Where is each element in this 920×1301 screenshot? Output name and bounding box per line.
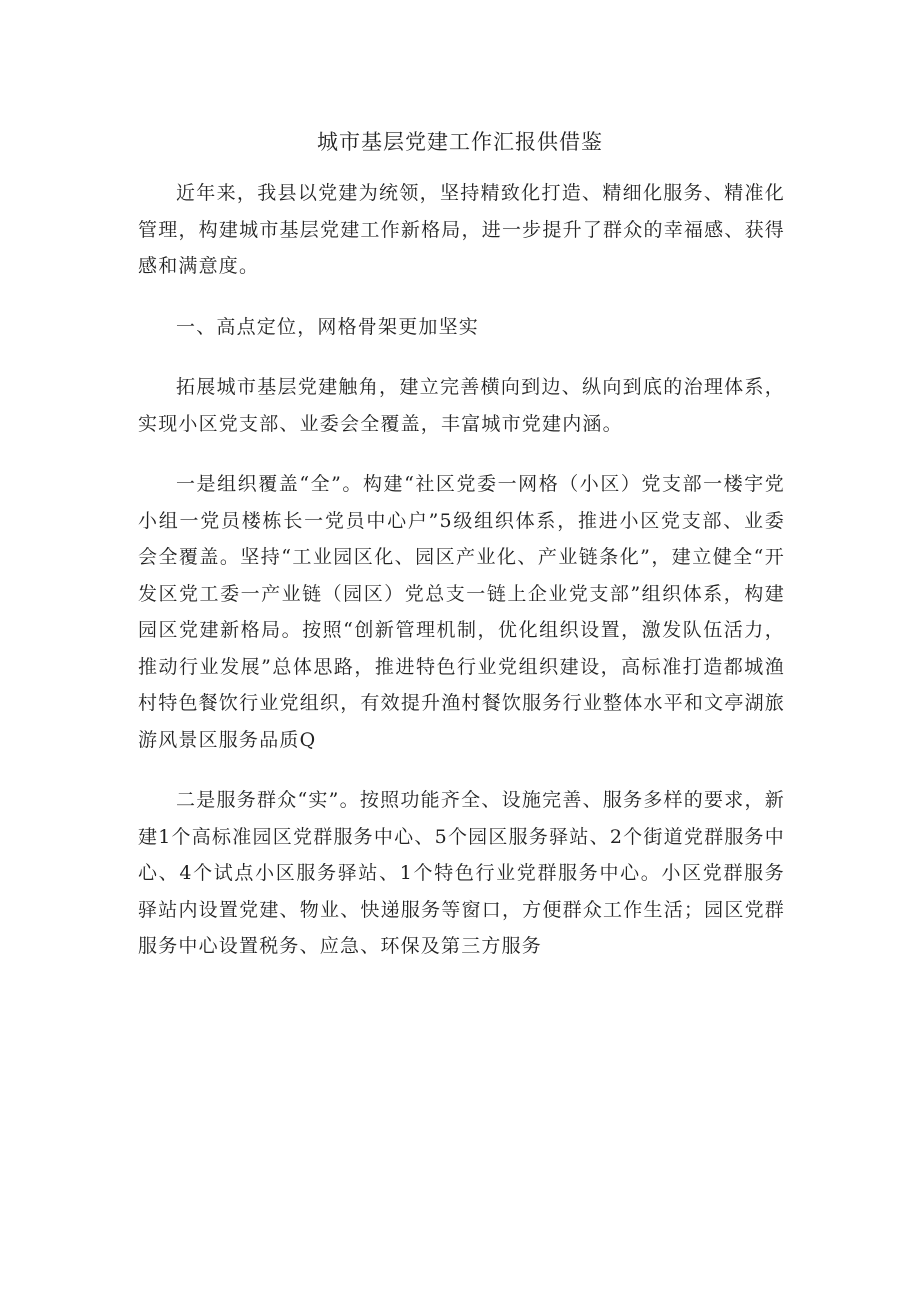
service-masses-paragraph: 二是服务群众“实”。按照功能齐全、设施完善、服务多样的要求，新建1个高标准园区党群服务中心、5个园区服务驿站、2个街道党群服务中心、4个试点小区服务驿站、1个特色行业党群服务中心。小区党群服务驿站内设置党建、物业、快递服务等窗口，方便群众工作生活；园区党群服务中心设置税务、应急、环保及第三方服务	[138, 789, 785, 957]
section-1-summary-paragraph: 拓展城市基层党建触角，建立完善横向到边、纵向到底的治理体系，实现小区党支部、业委会全覆盖，丰富城市党建内涵。	[138, 376, 785, 435]
document-title: 城市基层党建工作汇报供借鉴	[317, 130, 603, 154]
section-heading-1: 一、高点定位，网格骨架更加坚实	[176, 315, 480, 338]
intro-paragraph: 近年来，我县以党建为统领，坚持精致化打造、精细化服务、精准化管理，构建城市基层党建工作新格局，进一步提升了群众的幸福感、获得感和满意度。	[138, 182, 785, 277]
document-body	[138, 175, 785, 989]
organization-coverage-paragraph: 一是组织覆盖“全”。构建“社区党委一网格（小区）党支部一楼宇党小组一党员楼栋长一党员中心户”5级组织体系，推进小区党支部、业委会全覆盖。坚持“工业园区化、园区产业化、产业链条化”，建立健全“开发区党工委一产业链（园区）党总支一链上企业党支部”组织体系，构建园区党建新格局。按照“创新管理机制，优化组织设置，激发队伍活力，推动行业发展”总体思路，推进特色行业党组织建设，高标准打造都城渔村特色餐饮行业党组织，有效提升渔村餐饮服务行业整体水平和文亭湖旅游风景区服务品质Q	[138, 473, 785, 751]
